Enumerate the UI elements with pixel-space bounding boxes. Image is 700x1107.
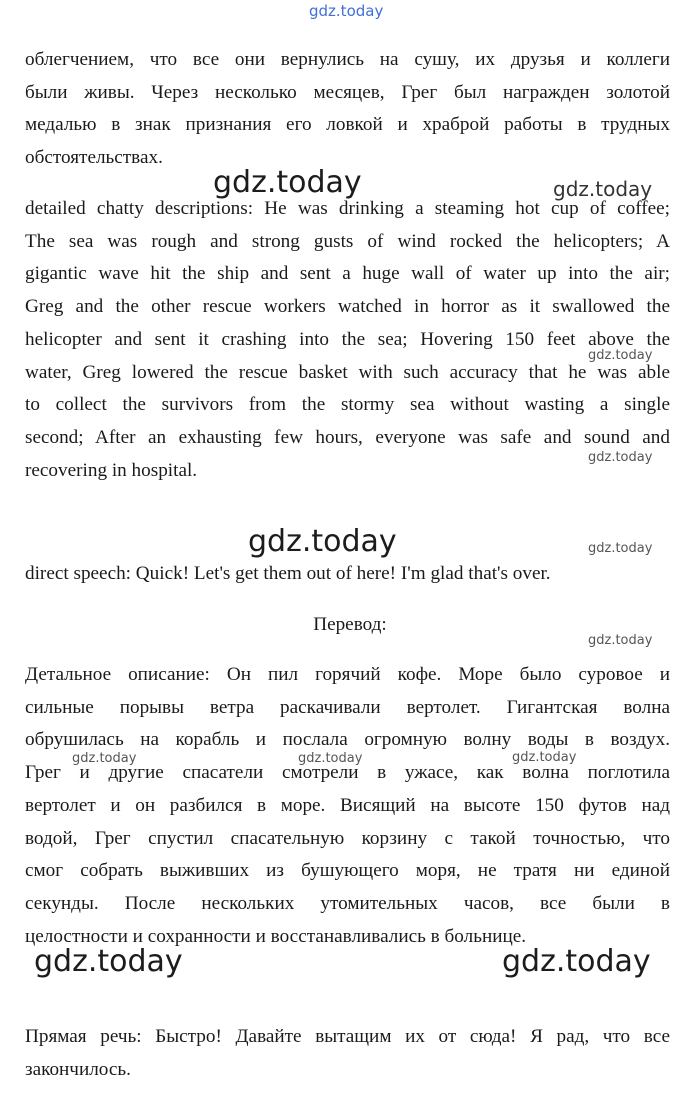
watermark: gdz.today [588,348,653,363]
paragraph-detailed-ru [25,659,670,953]
watermark: gdz.today [588,633,653,648]
text-line: вертолет и он разбился в море. Висящий на высоте 150 футов над [25,794,670,816]
text-line: water, Greg lowered the rescue basket with such accuracy that he was able [25,361,670,383]
text-line: водой, Грег спустил спасательную корзину с такой точностью, что [25,827,670,849]
watermark: gdz.today [502,944,651,979]
paragraph-detailed-descriptions [25,193,670,487]
paragraph-russian-intro [25,44,670,175]
translation-heading: Перевод: [313,614,387,635]
text-line: to collect the survivors from the stormy sea without wasting a single [25,394,670,416]
watermark: gdz.today [512,750,577,765]
text-line: закончилось. [25,1058,131,1080]
watermark: gdz.today [248,524,397,559]
text-line: helicopter and sent it crashing into the sea; Hovering 150 feet above the [25,328,670,350]
text-line: Детальное описание: Он пил горячий кофе. Море было суровое и [25,664,670,685]
text-line: Greg and the other rescue workers watched in horror as it swallowed the [25,296,670,318]
text-line: recovering in hospital. [25,459,198,481]
text-line: gigantic wave hit the ship and sent a huge wall of water up into the air; [25,263,670,285]
text-line: обрушилась на корабль и послала огромную волну воды в воздух. [25,729,670,751]
text-line: смог собрать выживших из бушующего моря, не тратя ни единой [25,860,670,882]
paragraph-direct-speech [25,558,670,591]
text-line: были живы. Через несколько месяцев, Грег был награжден золотой [25,81,670,103]
text-line: Прямая речь: Быстро! Давайте вытащим их от сюда! Я рад, что все [25,1026,670,1047]
watermark-top: gdz.today [309,2,384,20]
text-line: second; After an exhausting few hours, everyone was safe and sound and [25,426,670,448]
text-line: облегчением, что все они вернулись на сушу, их друзья и коллеги [25,49,670,70]
watermark: gdz.today [588,450,653,465]
text-line: сильные порывы ветра раскачивали вертолет. Гигантская волна [25,696,670,718]
watermark: gdz.today [553,177,653,201]
watermark: gdz.today [72,751,137,766]
watermark: gdz.today [298,751,363,766]
watermark: gdz.today [34,944,183,979]
text-line: медалью в знак признания его ловкой и храброй работы в трудных [25,114,670,136]
text-line: direct speech: Quick! Let's get them out of here! I'm glad that's over. [25,563,551,584]
text-line: обстоятельствах. [25,147,163,169]
paragraph-direct-speech-ru [25,1021,670,1086]
text-line: detailed chatty descriptions: He was drinking a steaming hot cup of coffee; [25,198,670,219]
text-line: Грег и другие спасатели смотрели в ужасе, как волна поглотила [25,762,670,784]
text-line: The sea was rough and strong gusts of wind rocked the helicopters; A [25,230,670,252]
text-line: секунды. После нескольких утомительных часов, все были в [25,892,670,914]
watermark: gdz.today [588,541,653,556]
text-line: целостности и сохранности и восстанавливались в больнице. [25,925,527,947]
watermark: gdz.today [213,165,362,200]
